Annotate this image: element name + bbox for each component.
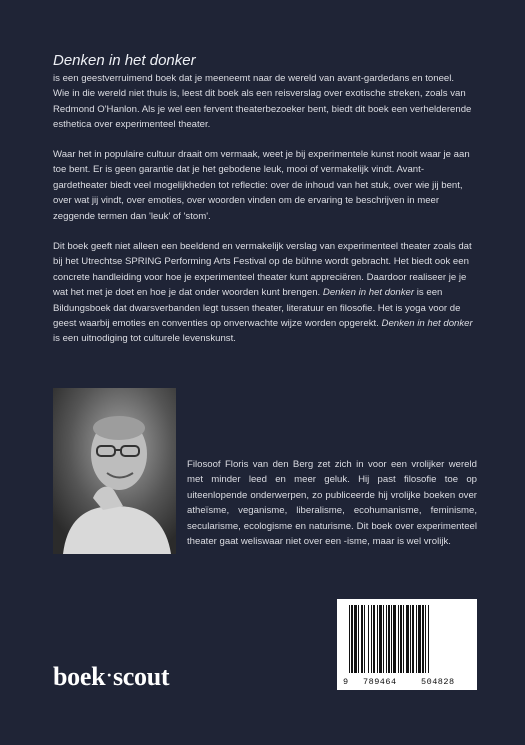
title-reference-1: Denken in het donker <box>322 287 415 299</box>
barcode-group-1: 789464 <box>363 677 397 687</box>
blurb-paragraph-1: is een geestverruimend boek dat je meeneemt naar de wereld van avant-gardedans en toneel. Wie in die wereld niet thuis is, leest dit boek als een reisverslag over exotische streken, zoals van Redmond O'Hanlon. Als je wel een fervent theaterbezoeker bent, biedt dit boek een verhelderende esthetica over experimenteel theater. <box>53 73 472 131</box>
isbn-barcode <box>337 599 477 690</box>
barcode-lead-digit: 9 <box>343 677 349 687</box>
publisher-logo-dot: · <box>106 665 112 685</box>
publisher-logo <box>53 662 169 692</box>
blurb-paragraph-3-part-3: is een uitnodiging tot culturele levenskunst. <box>53 333 236 345</box>
publisher-logo-part-2: scout <box>112 662 170 691</box>
blurb-paragraph-2: Waar het in populaire cultuur draait om vermaak, weet je bij experimentele kunst nooit waar je aan toe bent. Er is geen garantie dat je het gebodene leuk, mooi of vermakelijk vindt. Avant-gardetheater biedt veel mogelijkheden tot reflectie: over de inhoud van het stuk, over wie jij bent, over wat jij vindt, over emoties, over woorden vinden om de ervaring te beschrijven in meer zeggende termen dan 'leuk' of 'stom'. <box>53 149 470 222</box>
title-reference-2: Denken in het donker <box>381 318 473 330</box>
author-bio: Filosoof Floris van den Berg zet zich in voor een vrolijker wereld met minder leed en meer geluk. Hij past filosofie toe op uiteenlopende onderwerpen, zo publiceerde hij vrolijke boeken over atheïsme, veganisme, liberalisme, ecohumanisme, feminisme, secularisme, ecologisme en naturisme. Dit boek over experimenteel theater gaat weliswaar niet over een -isme, maar is wel vrolijk. <box>187 459 477 548</box>
blurb-paragraph-3-part-2: is een Bildungsboek dat dwarsverbanden legt tussen theater, literatuur en filosofie. Het is yoga voor de geest waarbij emoties en conventies op onverwachte wijze worden opgerekt. <box>53 287 461 330</box>
barcode-group-2: 504828 <box>421 677 455 687</box>
blurb-paragraph-3 <box>53 239 473 347</box>
blurb-paragraph-3-part-1: Dit boek geeft niet alleen een beeldend en vermakelijk verslag van experimenteel theater zoals dat bij het Utrechtse SPRING Performing Arts Festival op de bühne wordt gebracht. Het biedt ook een concrete handleiding voor hoe je experimenteel theater kunt appreciëren. Daardoor realiseer je je wat het met je doet en hoe je dat onder woorden kunt brengen. <box>53 241 472 299</box>
publisher-logo-part-1: boek <box>53 662 106 691</box>
author-photo <box>53 388 176 554</box>
book-title: Denken in het donker <box>53 52 196 69</box>
